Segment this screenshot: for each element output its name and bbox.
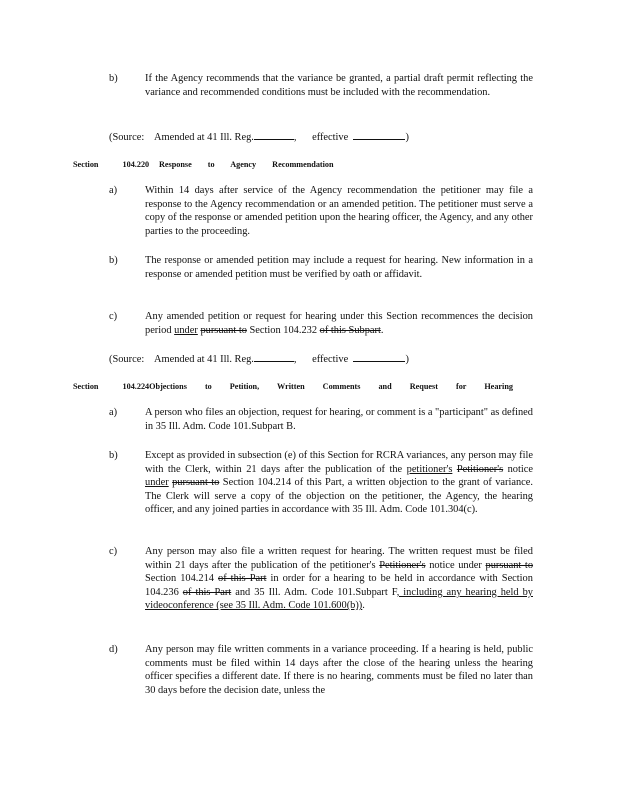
inserted-text: , including any hearing held by videoconference (see 35 Ill. Adm. Code 101.600(b))	[145, 586, 533, 612]
deleted-text: pursuant to	[200, 324, 247, 336]
paragraph-224-b	[145, 449, 533, 517]
source-effective: effective	[312, 354, 349, 365]
source-effective: effective	[312, 132, 349, 143]
item-label: c)	[109, 311, 118, 322]
source-close: )	[405, 354, 409, 365]
item-label: a)	[109, 185, 118, 196]
item-label: a)	[109, 407, 118, 418]
text-run: notice	[507, 463, 533, 475]
paragraph-224-c	[145, 545, 533, 613]
paragraph-224-d: Any person may file written comments in a variance proceeding. If a hearing is held, public comments must be filed within 14 days after the close of the hearing unless the hearing officer specifies a different date. If there is no hearing, comments must be filed no later than 30 days before the decision date, unless the	[145, 644, 533, 696]
deleted-text: Petitioner's	[379, 559, 426, 571]
text-run: .	[362, 600, 365, 612]
paragraph-220-b: The response or amended petition may include a request for hearing. New information in a response or amended petition must be verified by oath or affidavit.	[145, 255, 533, 280]
item-label: c)	[109, 546, 118, 557]
paragraph-220-a: Within 14 days after service of the Agency recommendation the petitioner may file a response to the Agency recommendation or an amended petition. The petitioner must serve a copy of the response or amended petition upon the hearing officer, the Agency, and any other parties to the proceeding.	[145, 185, 533, 237]
section-title: Response to Agency Recommendation	[159, 160, 334, 169]
source-text: Amended at 41 Ill. Reg.	[154, 354, 254, 365]
source-note-2	[109, 351, 409, 367]
item-label: d)	[109, 644, 118, 655]
source-close: )	[405, 132, 409, 143]
item-label: b)	[109, 450, 118, 461]
deleted-text: of this Part	[182, 586, 232, 598]
text-run: Any person may also file a written request for hearing. The written request must be filed within 21 days after the publication of the petitioner's	[145, 546, 533, 571]
source-comma: ,	[293, 354, 297, 365]
section-number: Section 104.224	[73, 382, 150, 391]
deleted-text: of this Subpart	[319, 324, 381, 336]
text-run: and 35 Ill. Adm. Code 101.Subpart F	[235, 586, 397, 598]
blank-line	[353, 351, 405, 362]
paragraph-top-b: If the Agency recommends that the variance be granted, a partial draft permit reflecting the variance and recommended conditions must be included with the recommendation.	[145, 73, 533, 98]
text-run: .	[380, 324, 384, 336]
text-run: in order for a hearing to be held in accordance with Section 104.236	[145, 573, 533, 598]
section-number: Section 104.220	[73, 160, 150, 169]
section-heading-224	[73, 380, 513, 394]
source-note-1	[109, 129, 409, 145]
deleted-text: pursuant to	[172, 477, 220, 489]
text-run: Section 104.214 of this Part, a written objection to the grant of variance. The Clerk will serve a copy of the objection on the petitioner, the Agency, the hearing officer, and any joined parties in accordance with 35 Ill. Adm. Code 101.304(c).	[145, 477, 533, 516]
text-run: Except as provided in subsection (e) of this Section for RCRA variances, any person may file with the Clerk, within 21 days after the publication of the	[145, 450, 533, 475]
blank-line	[254, 129, 294, 140]
item-label: b)	[109, 255, 118, 266]
deleted-text: Petitioner's	[456, 463, 504, 475]
source-comma: ,	[293, 132, 297, 143]
paragraph-220-c	[145, 310, 533, 337]
source-prefix: (Source:	[109, 354, 145, 365]
source-text: Amended at 41 Ill. Reg.	[154, 132, 254, 143]
section-title: Objections to Petition, Written Comments and Request for Hearing	[149, 382, 513, 391]
paragraph-224-a: A person who files an objection, request for hearing, or comment is a "participant" as defined in 35 Ill. Adm. Code 101.Subpart B.	[145, 407, 533, 432]
item-label: b)	[109, 73, 118, 84]
source-prefix: (Source:	[109, 132, 145, 143]
inserted-text: petitioner's	[406, 463, 453, 475]
inserted-text: under	[174, 324, 198, 336]
text-run: Section 104.232	[249, 324, 318, 336]
blank-line	[254, 351, 294, 362]
text-run: Any amended petition or request for hearing under this Section recommences the decision period	[145, 311, 533, 336]
text-run: Section 104.214	[145, 573, 214, 585]
text-run: notice under	[429, 559, 482, 571]
section-heading-220	[73, 158, 493, 172]
deleted-text: of this Part	[218, 573, 267, 585]
inserted-text: under	[145, 477, 169, 489]
deleted-text: pursuant to	[485, 559, 534, 571]
blank-line	[353, 129, 405, 140]
